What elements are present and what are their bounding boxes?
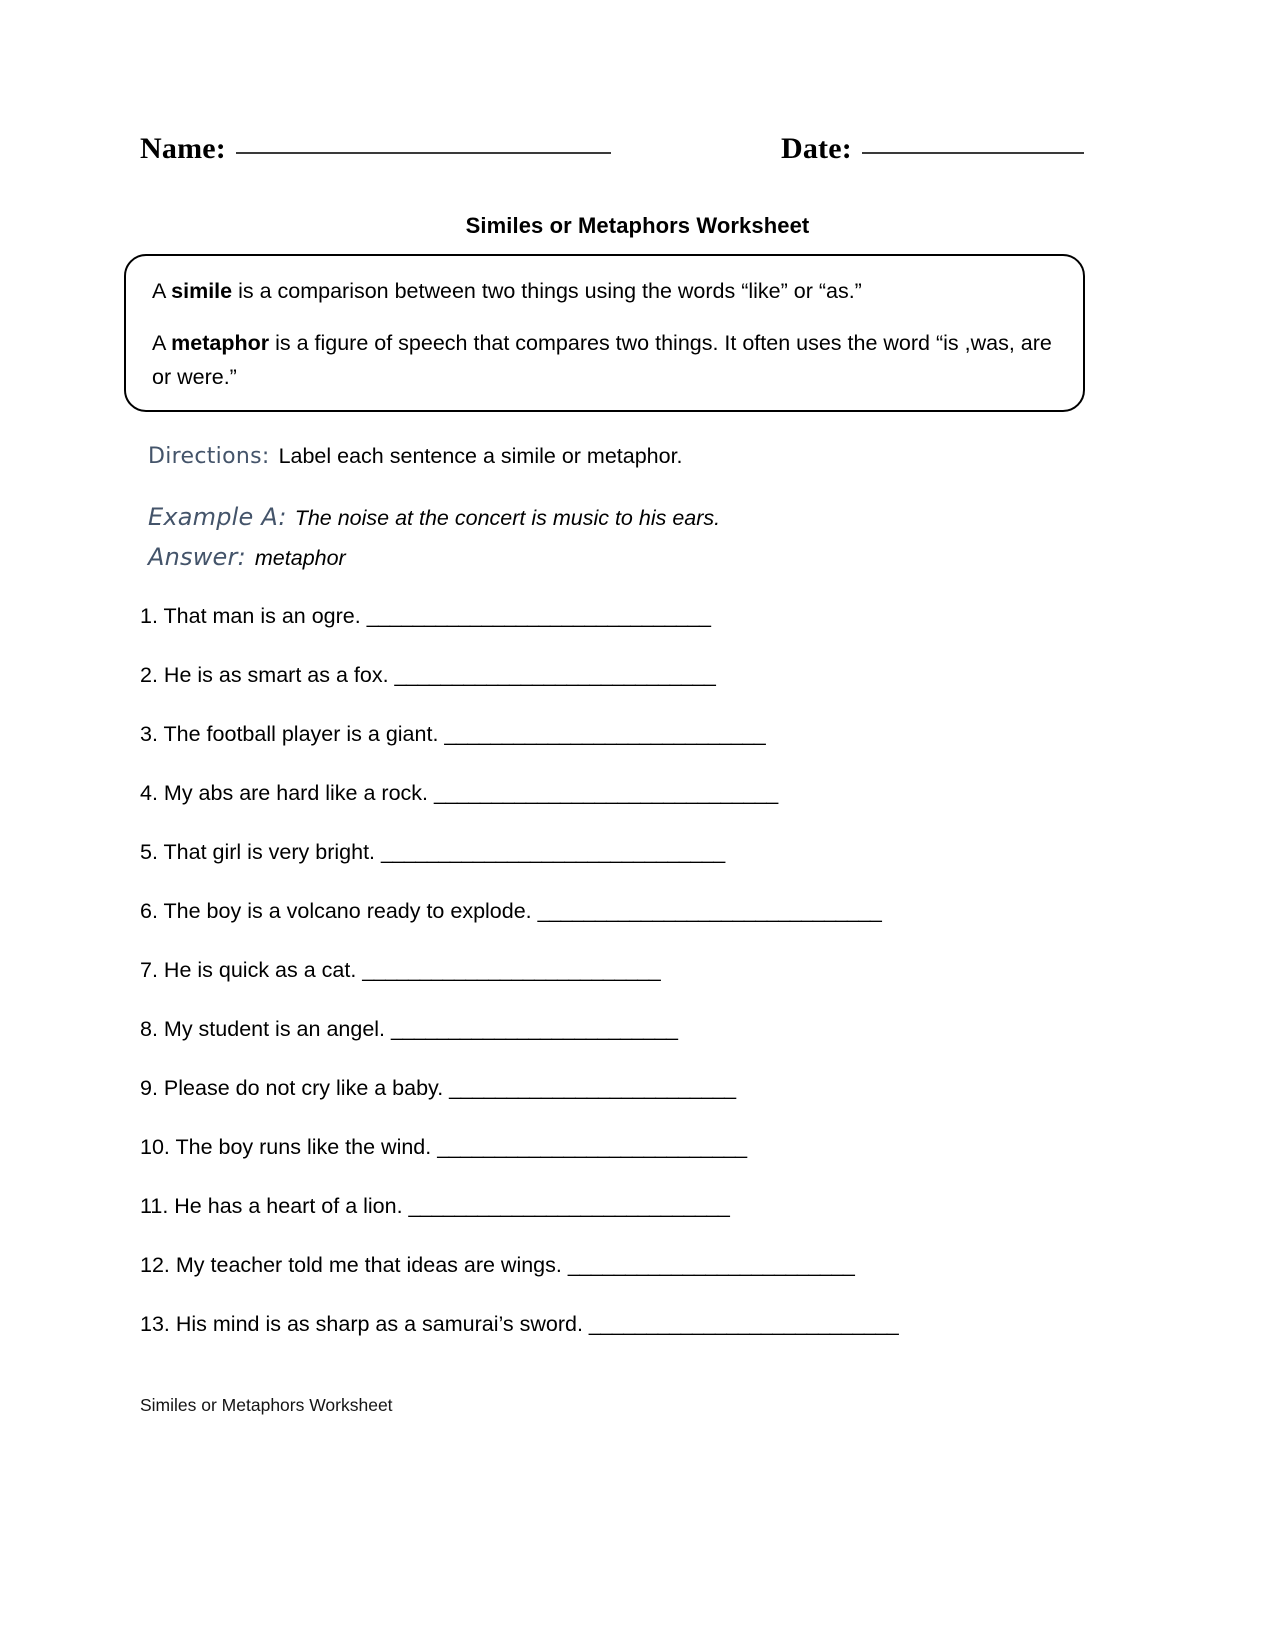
question-item xyxy=(140,958,1140,983)
question-text: He is quick as a cat. xyxy=(163,958,357,982)
answer-value: metaphor xyxy=(254,546,346,570)
question-item xyxy=(140,1017,1140,1042)
example-row xyxy=(148,503,720,531)
answer-blank[interactable]: ______________________________ xyxy=(366,604,711,628)
simile-definition xyxy=(152,274,1055,308)
name-write-in-line[interactable] xyxy=(236,151,611,154)
question-text: The boy is a volcano ready to explode. xyxy=(163,899,532,923)
question-text: That girl is very bright. xyxy=(163,840,376,864)
metaphor-def-prefix: A xyxy=(152,331,172,355)
question-number: 3. xyxy=(140,722,158,746)
page-footer: Similes or Metaphors Worksheet xyxy=(140,1395,393,1415)
question-item xyxy=(140,604,1140,629)
directions-row xyxy=(148,444,683,469)
answer-blank[interactable]: ____________________________ xyxy=(394,663,716,687)
simile-def-rest: is a comparison between two things using the words “like” or “as.” xyxy=(232,279,862,303)
name-date-row xyxy=(140,132,1140,184)
question-item xyxy=(140,840,1140,865)
question-number: 4. xyxy=(140,781,158,805)
name-label: Name: xyxy=(140,132,226,165)
metaphor-term: metaphor xyxy=(171,331,270,355)
question-item xyxy=(140,899,1140,924)
question-number: 9. xyxy=(140,1076,158,1100)
question-text: He has a heart of a lion. xyxy=(174,1194,403,1218)
question-text: My student is an angel. xyxy=(163,1017,386,1041)
questions-list xyxy=(140,604,1140,1371)
question-number: 13. xyxy=(140,1312,170,1336)
question-text: That man is an ogre. xyxy=(163,604,361,628)
question-item xyxy=(140,1135,1140,1160)
question-item xyxy=(140,1194,1140,1219)
question-item xyxy=(140,1253,1140,1278)
answer-label: Answer: xyxy=(148,543,246,571)
answer-blank[interactable]: ___________________________ xyxy=(437,1135,747,1159)
question-number: 8. xyxy=(140,1017,158,1041)
directions-label: Directions: xyxy=(148,444,270,469)
example-sentence: The noise at the concert is music to his ears. xyxy=(294,506,721,530)
question-text: His mind is as sharp as a samurai’s sword. xyxy=(175,1312,583,1336)
question-item xyxy=(140,1076,1140,1101)
question-number: 12. xyxy=(140,1253,170,1277)
answer-blank[interactable]: ___________________________ xyxy=(588,1312,899,1336)
question-text: The football player is a giant. xyxy=(163,722,439,746)
question-number: 1. xyxy=(140,604,158,628)
simile-def-prefix: A xyxy=(152,279,172,303)
question-text: He is as smart as a fox. xyxy=(163,663,389,687)
answer-blank[interactable]: _________________________ xyxy=(449,1076,736,1100)
answer-blank[interactable]: __________________________ xyxy=(362,958,661,982)
simile-term: simile xyxy=(171,279,233,303)
definition-box xyxy=(124,254,1085,412)
answer-blank[interactable]: ____________________________ xyxy=(444,722,766,746)
question-number: 5. xyxy=(140,840,158,864)
date-write-in-line[interactable] xyxy=(862,151,1084,154)
question-item xyxy=(140,1312,1140,1337)
question-item xyxy=(140,663,1140,688)
question-number: 10. xyxy=(140,1135,170,1159)
page-title: Similes or Metaphors Worksheet xyxy=(465,213,810,238)
answer-blank[interactable]: ______________________________ xyxy=(434,781,778,805)
answer-blank[interactable]: ______________________________ xyxy=(381,840,725,864)
question-text: My teacher told me that ideas are wings. xyxy=(175,1253,562,1277)
answer-blank[interactable]: ______________________________ xyxy=(537,899,882,923)
question-number: 7. xyxy=(140,958,158,982)
question-number: 6. xyxy=(140,899,158,923)
answer-row xyxy=(148,543,346,571)
directions-text: Label each sentence a simile or metaphor. xyxy=(278,444,683,468)
answer-blank[interactable]: ____________________________ xyxy=(408,1194,730,1218)
question-text: My abs are hard like a rock. xyxy=(163,781,429,805)
metaphor-definition xyxy=(152,326,1055,394)
question-number: 2. xyxy=(140,663,158,687)
answer-blank[interactable]: _________________________ xyxy=(567,1253,855,1277)
example-label: Example A: xyxy=(148,503,287,531)
question-item xyxy=(140,781,1140,806)
question-text: The boy runs like the wind. xyxy=(175,1135,432,1159)
question-number: 11. xyxy=(140,1194,169,1218)
metaphor-def-rest: is a figure of speech that compares two things. It often uses the word “is ,was, are or were.” xyxy=(152,331,1052,389)
date-label: Date: xyxy=(780,132,852,165)
answer-blank[interactable]: _________________________ xyxy=(391,1017,678,1041)
question-text: Please do not cry like a baby. xyxy=(163,1076,444,1100)
question-item xyxy=(140,722,1140,747)
